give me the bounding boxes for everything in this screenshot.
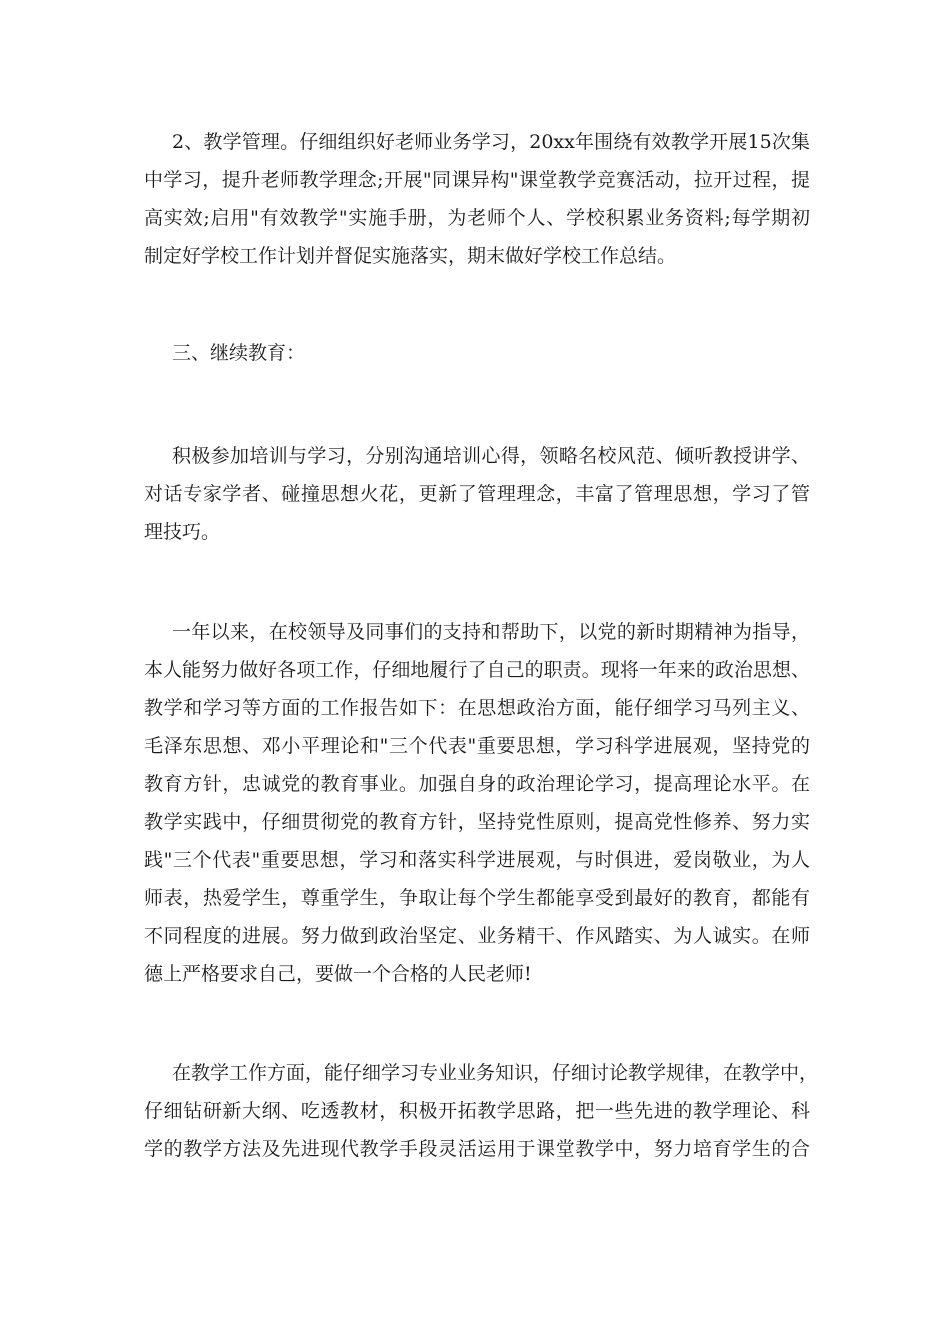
text-line: 理技巧。 <box>144 521 221 543</box>
text-line: 中学习，提升老师教学理念;开展"同课异构"课堂教学竞赛活动，拉开过程，提 <box>144 169 810 191</box>
text-line: 毛泽东思想、邓小平理论和"三个代表"重要思想，学习科学进展观，坚持党的 <box>144 735 810 757</box>
text-line: 一年以来，在校领导及同事们的支持和帮助下，以党的新时期精神为指导， <box>172 621 810 643</box>
text-line: 对话专家学者、碰撞思想火花，更新了管理理念，丰富了管理思想，学习了管 <box>144 483 810 505</box>
text-line: 师表，热爱学生，尊重学生，争取让每个学生都能享受到最好的教育，都能有 <box>144 887 810 909</box>
text-line: 高实效;启用"有效教学"实施手册，为老师个人、学校积累业务资料;每学期初 <box>144 207 810 229</box>
text-line: 教学和学习等方面的工作报告如下：在思想政治方面，能仔细学习马列主义、 <box>144 697 810 719</box>
paragraph-political-thought <box>144 613 810 993</box>
section-heading: 三、继续教育： <box>172 342 306 364</box>
text-line: 仔细钻研新大纲、吃透教材，积极开拓教学思路，把一些先进的教学理论、科 <box>144 1100 810 1122</box>
text-line: 教学实践中，仔细贯彻党的教育方针，坚持党性原则，提高党性修养、努力实 <box>144 811 810 833</box>
paragraph-teaching-work <box>144 1054 819 1168</box>
text-line: 本人能努力做好各项工作，仔细地履行了自己的职责。现将一年来的政治思想、 <box>144 659 810 681</box>
text-line: 2、教学管理。仔细组织好老师业务学习，20xx年围绕有效教学开展15次集 <box>172 131 810 153</box>
section-heading-continuing-education <box>144 334 810 372</box>
text-line: 德上严格要求自己，要做一个合格的人民老师! <box>144 963 532 985</box>
text-line: 教育方针，忠诚党的教育事业。加强自身的政治理论学习，提高理论水平。在 <box>144 773 810 795</box>
text-line: 积极参加培训与学习，分别沟通培训心得，领略名校风范、倾听教授讲学、 <box>172 445 810 467</box>
text-line: 在教学工作方面，能仔细学习专业业务知识，仔细讨论教学规律，在教学中， <box>172 1062 819 1084</box>
text-line: 践"三个代表"重要思想，学习和落实科学进展观，与时俱进，爱岗敬业，为人 <box>144 849 810 871</box>
text-line: 不同程度的进展。努力做到政治坚定、业务精干、作风踏实、为人诚实。在师 <box>144 925 810 947</box>
paragraph-training <box>144 437 810 551</box>
text-line: 学的教学方法及先进现代教学手段灵活运用于课堂教学中，努力培育学生的合 <box>144 1138 810 1160</box>
paragraph-teaching-management <box>144 123 810 275</box>
text-line: 制定好学校工作计划并督促实施落实，期末做好学校工作总结。 <box>144 245 677 267</box>
